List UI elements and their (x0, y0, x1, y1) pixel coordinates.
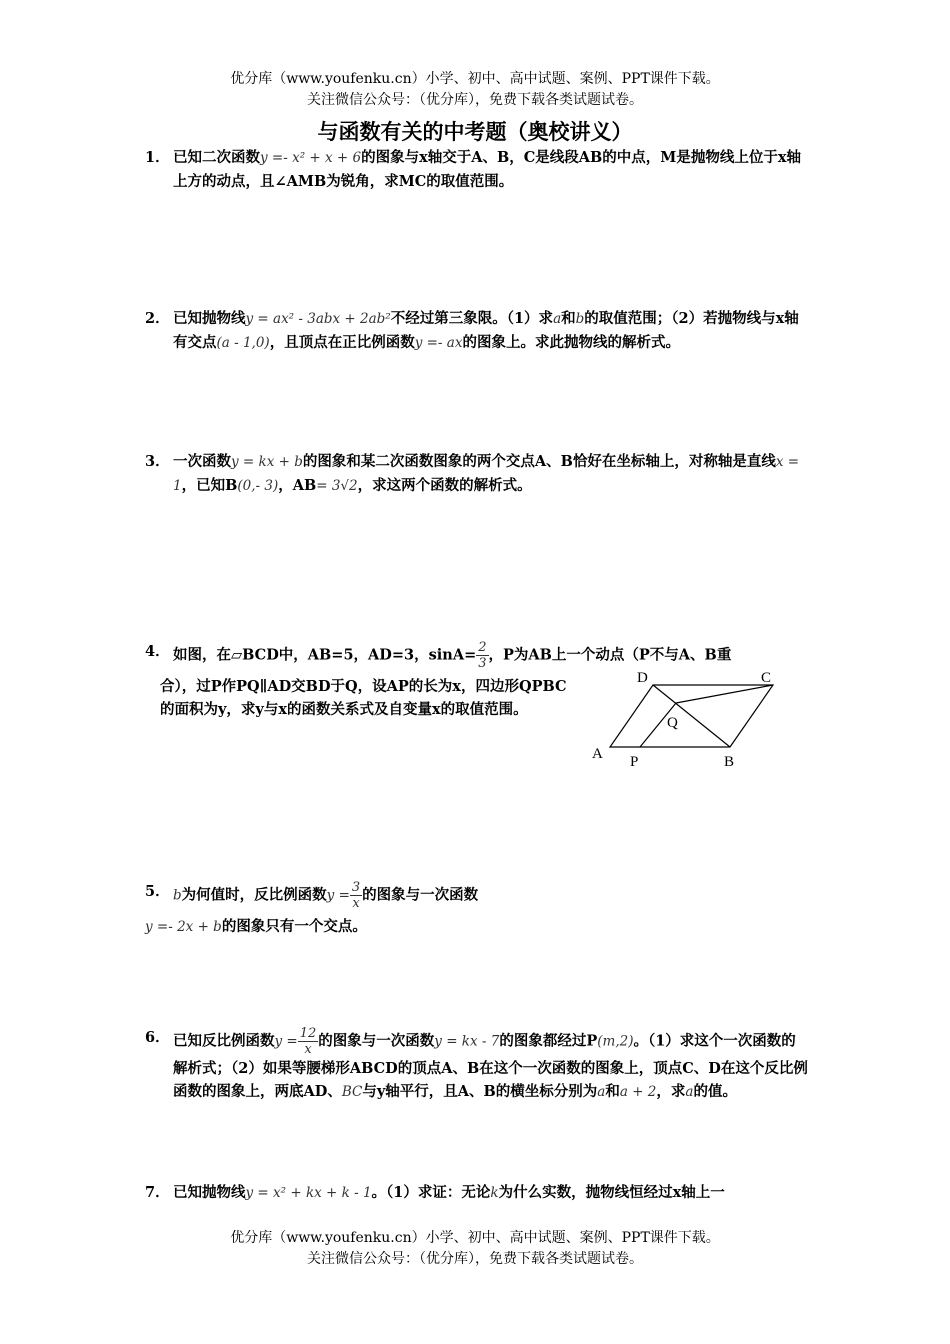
q3-text-2: 的图象和某二次函数图象的两个交点A、B恰好在坐标轴上，对称轴是直线 (302, 453, 776, 470)
question-number: 5． (145, 883, 170, 900)
q5-text-2: 的图象与一次函数 (362, 886, 479, 904)
q6-formula-6: a + 2 (619, 1084, 657, 1100)
question-number: 4． (145, 643, 170, 660)
q6-text-8: 的值。 (693, 1083, 737, 1100)
q3-text-5: ，求这两个函数的解析式。 (357, 477, 532, 494)
q6-text-2: 的图象与一次函数 (318, 1032, 435, 1050)
q2-text-5: ，且顶点在正比例函数 (269, 334, 415, 351)
parallelogram-symbol: ▱ (231, 647, 243, 664)
q6-fraction (298, 1026, 319, 1057)
fraction-denominator: 3 (478, 656, 487, 671)
label-b: B (724, 754, 735, 770)
question-number: 3． (145, 453, 170, 470)
page-title: 与函数有关的中考题（奥校讲义） (317, 119, 633, 144)
q4-text-2: BCD中，AB=5，AD=3，sinA= (242, 646, 477, 664)
q7-formula-1: y = x² + kx + k - 1 (245, 1185, 372, 1201)
q1-text-2: 的图象与x轴交于A、B，C是线段AB的中点，M是抛物线上位于x轴上方的动点，且∠AMB为锐角，求MC的取值范围。 (173, 149, 801, 190)
q6-text-6: 和 (605, 1083, 620, 1100)
fraction-denominator: x (304, 1042, 312, 1057)
q2-text-2: 不经过第三象限。（1）求 (390, 310, 554, 327)
q5-formula-1: b (173, 887, 182, 904)
q5-fraction (350, 880, 362, 911)
fraction-numerator: 12 (299, 1026, 317, 1041)
fraction-denominator: x (352, 896, 360, 911)
label-p: P (630, 754, 639, 770)
question-number: 1． (145, 149, 170, 166)
label-q: Q (667, 715, 678, 731)
q6-formula-4: BC (341, 1084, 363, 1100)
label-c: C (761, 670, 772, 686)
header-line-1: 优分库（www.youfenku.cn）小学、初中、高中试题、案例、PPT课件下载。 (230, 71, 720, 87)
q5-text-3: 的图象只有一个交点。 (221, 918, 367, 935)
header-line-2: 关注微信公众号：（优分库），免费下载各类试题试卷。 (307, 92, 643, 108)
q7-text-1: 已知抛物线 (173, 1184, 246, 1201)
q2-formula-4: (a - 1,0) (216, 335, 270, 351)
q6-text-1: 已知反比例函数 (173, 1032, 275, 1050)
q6-formula-2: y = kx - 7 (434, 1033, 500, 1050)
question-3 (145, 450, 810, 498)
q4-text-1: 如图，在 (173, 646, 231, 664)
q3-formula-4: = 3√2 (316, 478, 358, 494)
q2-text-4: 的取值范围；（2）若抛物线与x轴有交点 (173, 310, 799, 351)
q5-formula-3: y =- 2x + b (145, 919, 222, 935)
q7-text-2: 。（1）求证：无论 (371, 1184, 491, 1201)
question-number: 6． (145, 1029, 170, 1046)
footer-line-1: 优分库（www.youfenku.cn）小学、初中、高中试题、案例、PPT课件下载。 (230, 1230, 720, 1246)
q2-formula-3: b (575, 311, 585, 327)
question-1 (145, 146, 810, 193)
q6-text-3: 的图象都经过P (499, 1032, 598, 1050)
q6-formula-7: a (685, 1084, 694, 1100)
q5-text-1: 为何值时，反比例函数 (181, 886, 327, 904)
q3-formula-1: y = kx + b (231, 454, 303, 470)
question-number: 7． (145, 1184, 170, 1201)
q4-text-4: 合），过P作PQ∥AD交BD于Q，设AP的长为x，四边形QPBC的面积为y，求y与x的函数关系式及自变量x的取值范围。 (160, 678, 567, 718)
q7-text-3: 为什么实数，抛物线恒经过x轴上一 (498, 1184, 725, 1201)
q6-text-7: ，求 (656, 1083, 686, 1100)
question-5 (145, 880, 810, 911)
q1-formula-1: y =- x² + x + 6 (260, 150, 362, 166)
q6-formula-3: (m,2) (597, 1033, 634, 1050)
segment-qc (676, 685, 773, 703)
q6-formula-1: y = (274, 1033, 298, 1050)
q2-text-1: 已知抛物线 (173, 310, 246, 327)
q6-formula-5: a (597, 1084, 606, 1100)
footer-line-2: 关注微信公众号：（优分库），免费下载各类试题试卷。 (307, 1251, 643, 1267)
q5-formula-2: y = (326, 887, 350, 904)
q2-text-3: 和 (561, 310, 576, 327)
q2-formula-1: y = ax² - 3abx + 2ab² (245, 311, 391, 327)
q1-text-1: 已知二次函数 (173, 149, 260, 166)
question-number: 2． (145, 310, 170, 327)
q3-formula-3: (0,- 3) (237, 478, 279, 494)
fraction-numerator: 2 (478, 640, 487, 655)
q2-formula-5: y =- ax (414, 335, 463, 351)
question-7 (145, 1181, 810, 1205)
diagonal-bd (653, 685, 730, 747)
label-a: A (592, 746, 603, 762)
q2-text-6: 的图象上。求此抛物线的解析式。 (462, 334, 680, 351)
q3-text-1: 一次函数 (173, 453, 231, 470)
q3-formula-2: x = 1 (173, 454, 800, 494)
q4-fraction (476, 640, 488, 671)
q3-text-4: ，AB (278, 477, 317, 494)
q4-text-3: ，P为AB上一个动点（P不与A、B重 (488, 646, 732, 664)
parallelogram-figure (585, 665, 785, 775)
q6-text-4: 。（1）求这个一次函数的解析式；（2）如果等腰梯形ABCD的顶点A、B在这个一次函数的图象上，顶点C、D在这个反比例函数的图象上，两底AD、 (173, 1032, 808, 1100)
question-5-line-2 (145, 915, 367, 939)
label-d: D (637, 670, 648, 686)
q7-formula-2: k (490, 1185, 499, 1201)
fraction-numerator: 3 (351, 880, 361, 895)
question-2 (145, 307, 810, 355)
question-6 (145, 1026, 810, 1104)
q6-text-5: 与y轴平行，且A、B的横坐标分别为 (362, 1083, 598, 1100)
q3-text-3: ，已知B (181, 477, 238, 494)
q2-formula-2: a (553, 311, 562, 327)
